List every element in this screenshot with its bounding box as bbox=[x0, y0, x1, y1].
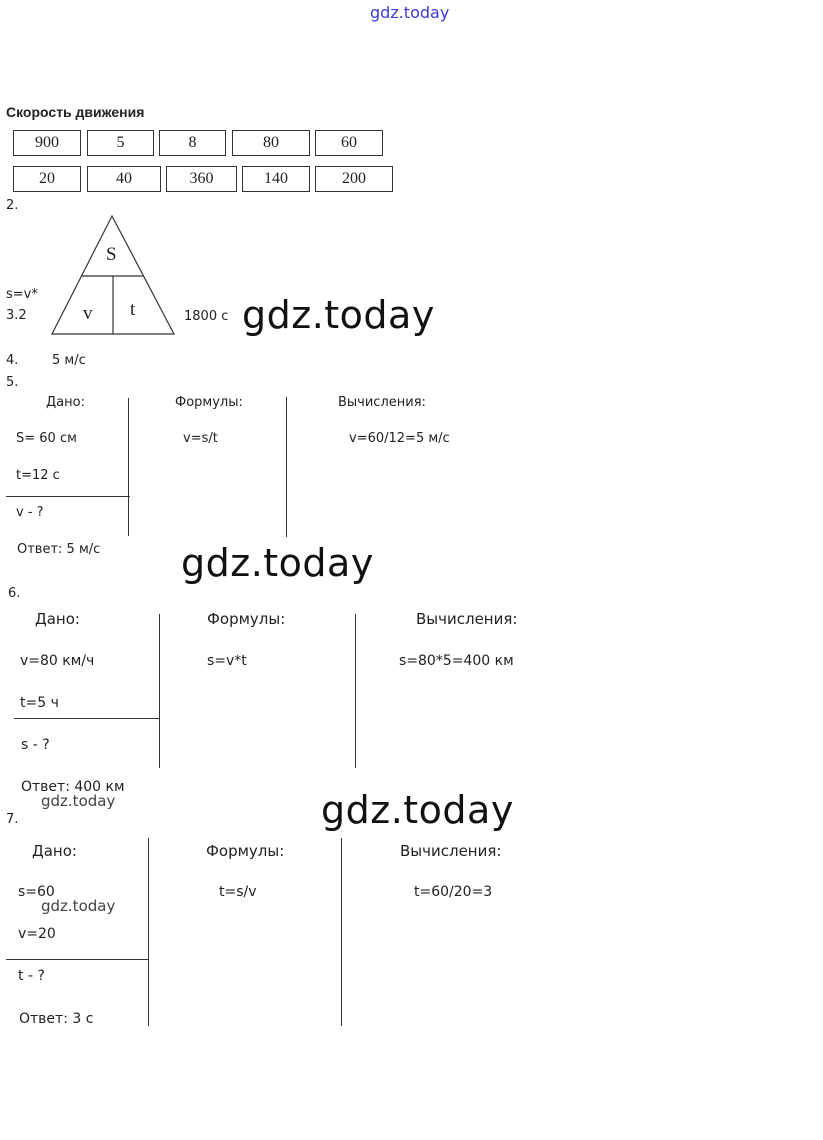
task7-divider bbox=[341, 838, 342, 1026]
triangle-right-label: t bbox=[130, 299, 136, 320]
task5-formulas-header: Формулы: bbox=[175, 395, 243, 410]
watermark-small-1: gdz.today bbox=[41, 792, 116, 810]
task6-formula: s=v*t bbox=[207, 653, 247, 669]
table-cell: 8 bbox=[159, 130, 226, 156]
task6-given-item: v=80 км/ч bbox=[20, 653, 95, 669]
task6-calc-header: Вычисления: bbox=[416, 610, 518, 628]
table-cell: 360 bbox=[166, 166, 237, 192]
table-cell: 80 bbox=[232, 130, 310, 156]
task7-formulas-header: Формулы: bbox=[206, 842, 285, 860]
table-cell: 40 bbox=[87, 166, 161, 192]
page-title: Скорость движения bbox=[6, 104, 145, 120]
task6-divider bbox=[355, 614, 356, 768]
task7-given-separator bbox=[6, 959, 148, 960]
formula-triangle bbox=[50, 212, 180, 338]
task7-calc: t=60/20=3 bbox=[414, 884, 493, 900]
watermark-top: gdz.today bbox=[370, 3, 450, 22]
task5-divider bbox=[286, 397, 287, 537]
task6-answer: Ответ: 400 км bbox=[21, 779, 125, 795]
task5-given-separator bbox=[6, 496, 130, 497]
watermark-2: gdz.today bbox=[181, 541, 374, 585]
task6-given-separator bbox=[14, 718, 160, 719]
task6-given-item: t=5 ч bbox=[20, 695, 59, 711]
task6-number: 6. bbox=[8, 586, 21, 601]
task5-given-header: Дано: bbox=[46, 395, 85, 410]
task5-calc: v=60/12=5 м/с bbox=[349, 431, 450, 446]
task6-divider bbox=[159, 614, 160, 768]
task6-find: s - ? bbox=[21, 737, 50, 753]
task7-divider bbox=[148, 838, 149, 1026]
task7-calc-header: Вычисления: bbox=[400, 842, 502, 860]
task6-given-header: Дано: bbox=[35, 610, 80, 628]
task5-given-item: t=12 с bbox=[16, 468, 60, 483]
task2-number: 2. bbox=[6, 198, 19, 213]
table-cell: 60 bbox=[315, 130, 383, 156]
task3-formula: s=v* bbox=[6, 287, 38, 302]
task7-answer: Ответ: 3 с bbox=[19, 1011, 94, 1027]
watermark-1: gdz.today bbox=[242, 293, 435, 337]
table-cell: 200 bbox=[315, 166, 393, 192]
task6-calc: s=80*5=400 км bbox=[399, 653, 514, 669]
task5-calc-header: Вычисления: bbox=[338, 395, 426, 410]
task5-divider bbox=[128, 398, 129, 536]
task5-answer: Ответ: 5 м/с bbox=[17, 542, 101, 557]
task7-find: t - ? bbox=[18, 968, 45, 984]
task7-given-item: v=20 bbox=[18, 926, 56, 942]
task5-number: 5. bbox=[6, 375, 19, 390]
watermark-small-2: gdz.today bbox=[41, 897, 116, 915]
table-cell: 20 bbox=[13, 166, 81, 192]
task3-answer: 1800 с bbox=[184, 309, 229, 324]
table-cell: 900 bbox=[13, 130, 81, 156]
task3-number: 3.2 bbox=[6, 308, 27, 323]
task5-find: v - ? bbox=[16, 505, 44, 520]
table-cell: 5 bbox=[87, 130, 154, 156]
task6-formulas-header: Формулы: bbox=[207, 610, 286, 628]
table-cell: 140 bbox=[242, 166, 310, 192]
task4-answer: 5 м/с bbox=[52, 353, 86, 368]
triangle-top-label: S bbox=[106, 244, 117, 265]
task5-formula: v=s/t bbox=[183, 431, 218, 446]
task7-given-header: Дано: bbox=[32, 842, 77, 860]
task7-formula: t=s/v bbox=[219, 884, 257, 900]
task7-given-item: s=60 bbox=[18, 884, 55, 900]
task4-number: 4. bbox=[6, 353, 19, 368]
watermark-3: gdz.today bbox=[321, 788, 514, 832]
task7-number: 7. bbox=[6, 812, 19, 827]
task5-given-item: S= 60 см bbox=[16, 431, 77, 446]
triangle-left-label: v bbox=[83, 303, 93, 324]
